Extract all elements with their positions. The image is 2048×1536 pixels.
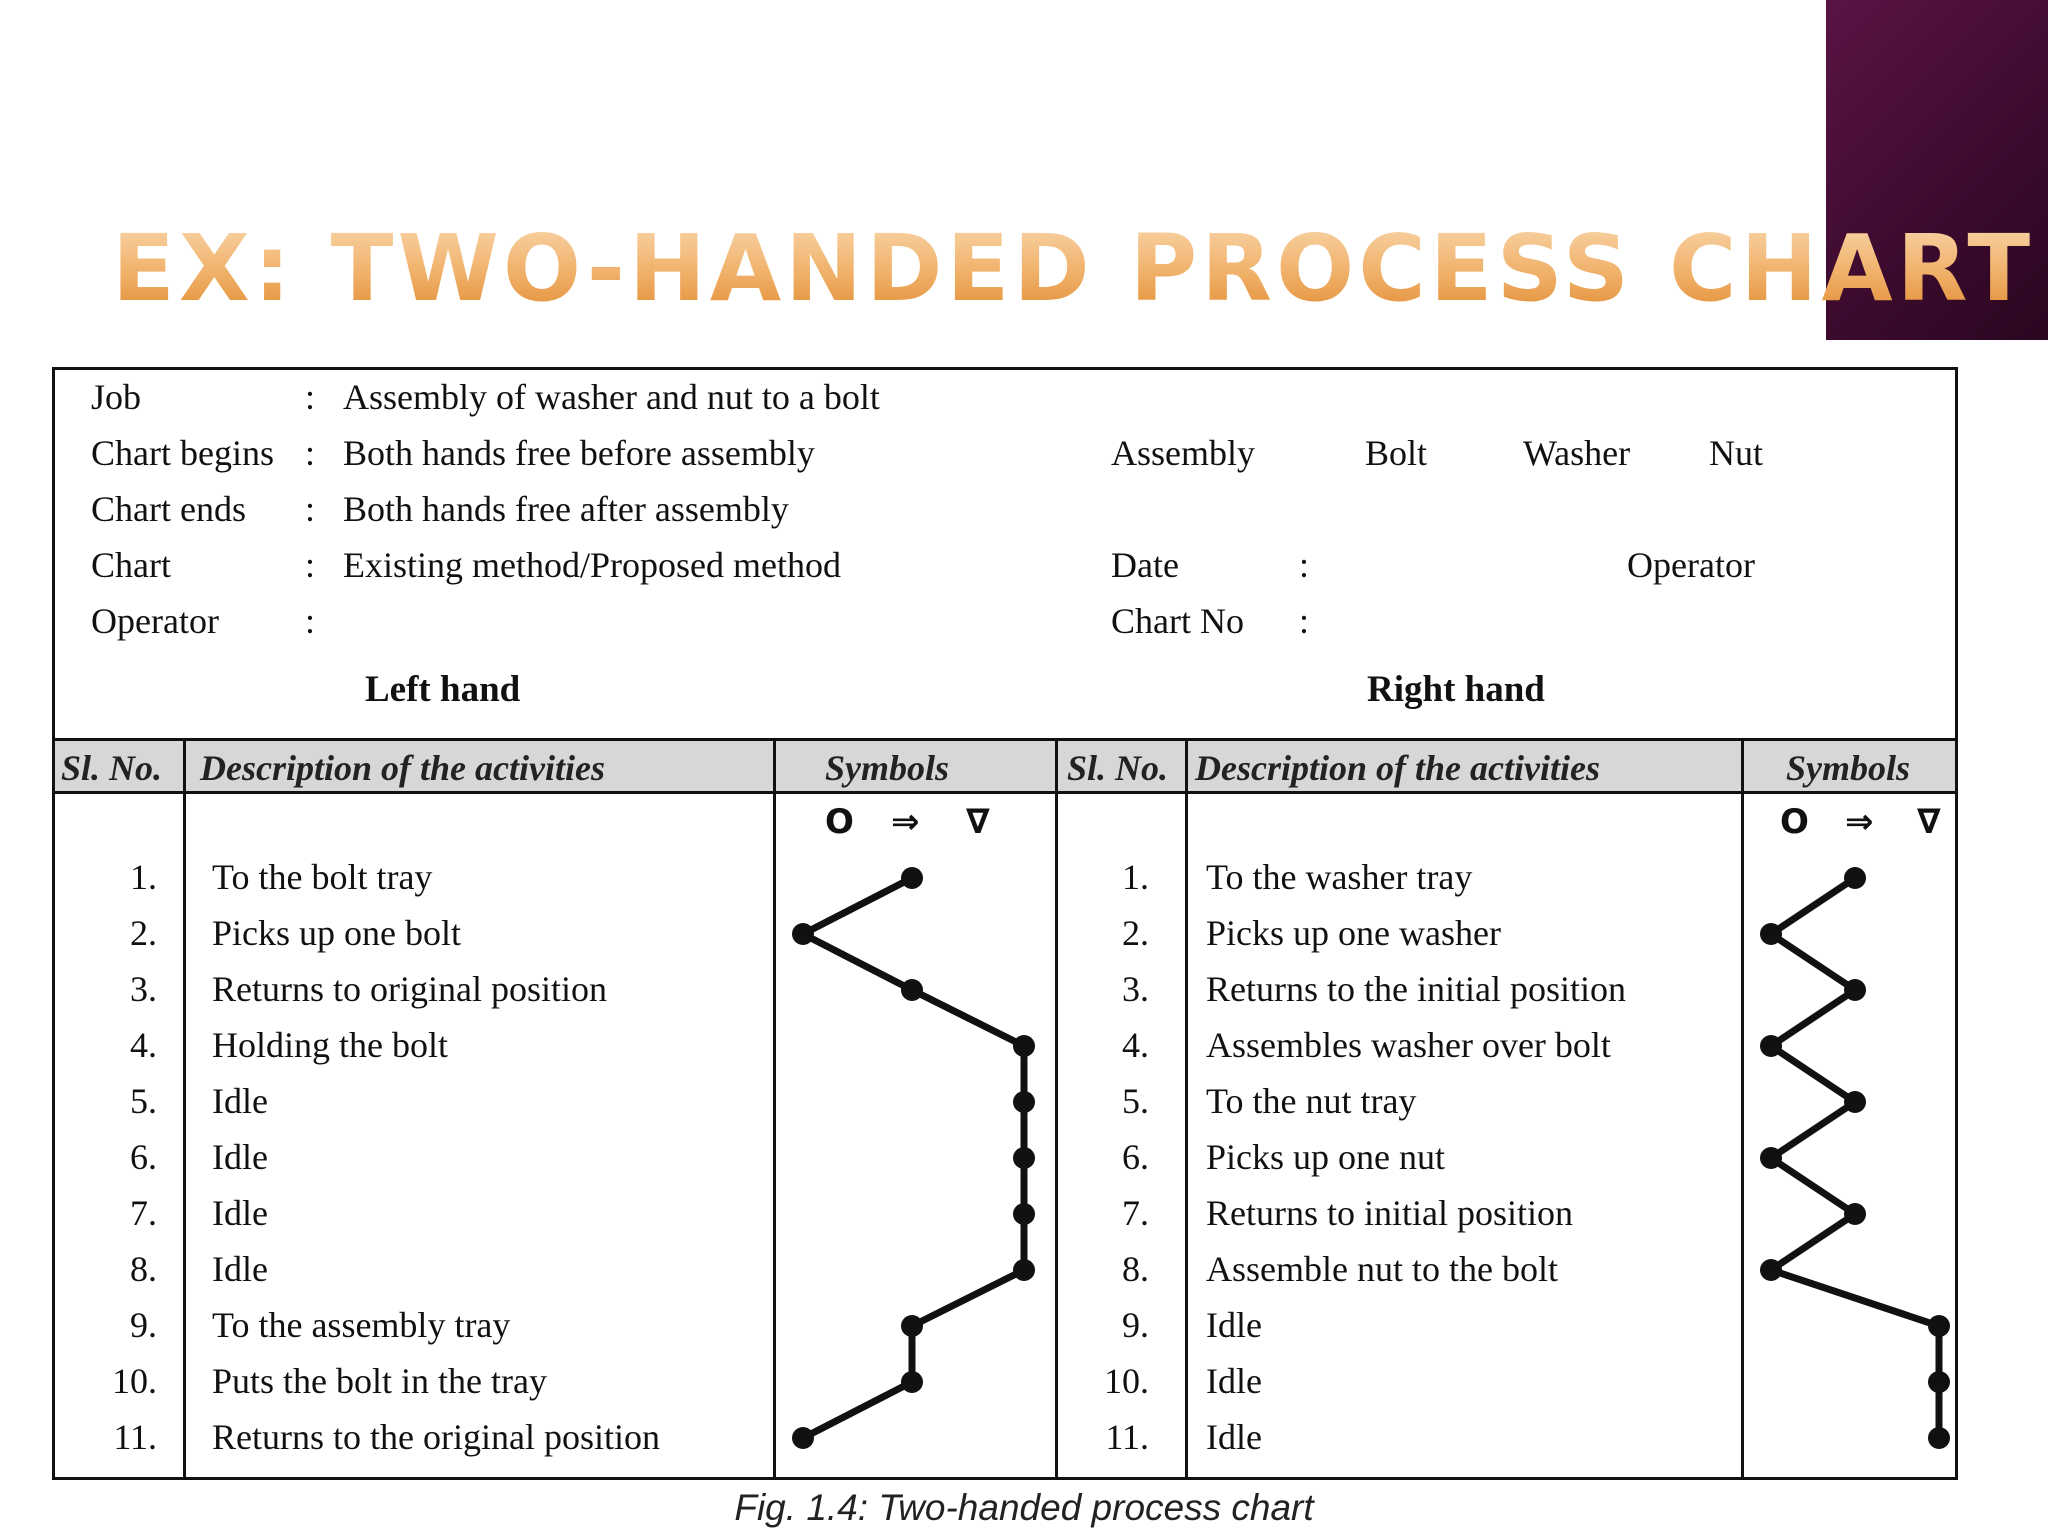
caption-text: Two-handed process chart [868,1487,1314,1528]
left-symbol-dot [792,923,814,945]
right-symbol-dot [1844,1091,1866,1113]
right-row-description: Idle [1206,1417,1262,1457]
col-sl-no-right: Sl. No. [1067,748,1169,788]
left-row-number: 11. [113,1417,157,1457]
left-row-description: Puts the bolt in the tray [212,1361,547,1401]
left-row-number: 10. [112,1361,157,1401]
left-row-description: Idle [212,1137,268,1177]
process-chart-figure [52,367,1958,1480]
left-row-number: 6. [130,1137,157,1177]
col-sl-no-left: Sl. No. [61,748,163,788]
left-row-description: Returns to original position [212,969,607,1009]
transport-arrow-icon: ⇒ [891,802,920,842]
right-symbol-dot [1760,1147,1782,1169]
left-row-number: 1. [130,857,157,897]
left-hand-path [803,878,1024,1438]
right-hand-heading: Right hand [1367,669,1545,710]
begins-value: Both hands free before assembly [343,433,815,473]
symbol-path-plot [55,370,1961,1483]
right-symbol-dot [1760,923,1782,945]
right-row-number: 8. [1122,1249,1149,1289]
right-row-description: Idle [1206,1361,1262,1401]
caption-fig: Fig. 1.4: [734,1487,869,1528]
left-row-number: 5. [130,1081,157,1121]
right-row-description: Picks up one washer [1206,913,1501,953]
left-row-number: 3. [130,969,157,1009]
left-symbol-dot [901,979,923,1001]
right-row-description: Returns to the initial position [1206,969,1626,1009]
right-row-description: Assemble nut to the bolt [1206,1249,1558,1289]
col-desc-right: Description of the activities [1195,748,1600,788]
colon: : [1299,601,1310,641]
part-assembly: Assembly [1111,433,1255,473]
storage-triangle-icon: ∇ [966,802,990,842]
col-desc-left: Description of the activities [200,748,605,788]
left-row-number: 8. [130,1249,157,1289]
left-symbol-dot [1013,1035,1035,1057]
right-row-number: 4. [1122,1025,1149,1065]
job-label: Job [91,377,142,417]
left-row-description: To the bolt tray [212,857,433,897]
right-symbol-dot [1844,867,1866,889]
right-row-description: To the nut tray [1206,1081,1417,1121]
left-row-description: To the assembly tray [212,1305,511,1345]
part-washer: Washer [1523,433,1631,473]
right-row-number: 9. [1122,1305,1149,1345]
right-symbol-dot [1928,1315,1950,1337]
storage-triangle-icon: ∇ [1917,802,1941,842]
right-row-number: 5. [1122,1081,1149,1121]
left-symbol-dot [1013,1259,1035,1281]
left-row-number: 9. [130,1305,157,1345]
col-symbols-left: Symbols [825,748,950,788]
left-row-description: Idle [212,1193,268,1233]
right-symbol-dot [1844,979,1866,1001]
operation-icon: O [1780,802,1809,842]
chartno-label: Chart No [1111,601,1244,641]
right-row-description: Idle [1206,1305,1262,1345]
left-row-number: 4. [130,1025,157,1065]
right-symbol-dot [1760,1035,1782,1057]
colon: : [1299,545,1310,585]
left-row-description: Picks up one bolt [212,913,461,953]
colon: : [305,433,316,473]
chart-value: Existing method/Proposed method [343,545,841,585]
left-symbol-dot [901,1315,923,1337]
left-hand-heading: Left hand [365,669,521,710]
left-row-description: Holding the bolt [212,1025,448,1065]
chart-label: Chart [91,545,171,585]
right-row-description: Returns to initial position [1206,1193,1573,1233]
right-row-number: 3. [1122,969,1149,1009]
right-symbol-dot [1928,1371,1950,1393]
part-nut: Nut [1709,433,1763,473]
right-row-number: 1. [1122,857,1149,897]
right-row-number: 7. [1122,1193,1149,1233]
colon: : [305,545,316,585]
colon: : [305,377,316,417]
ends-value: Both hands free after assembly [343,489,789,529]
right-row-number: 2. [1122,913,1149,953]
figure-caption [0,1487,2048,1529]
left-row-number: 7. [130,1193,157,1233]
slide-title: EX: TWO-HANDED PROCESS CHART [112,215,2035,322]
left-symbol-dot [1013,1147,1035,1169]
colon: : [305,601,316,641]
part-bolt: Bolt [1365,433,1428,473]
left-row-number: 2. [130,913,157,953]
colon: : [305,489,316,529]
right-row-number: 6. [1122,1137,1149,1177]
left-symbol-dot [1013,1091,1035,1113]
left-row-description: Idle [212,1081,268,1121]
operator-label: Operator [91,601,219,641]
left-symbol-dot [901,1371,923,1393]
right-hand-path [1771,878,1939,1438]
right-hand-dots [1760,867,1950,1449]
right-symbol-dot [1844,1203,1866,1225]
job-value: Assembly of washer and nut to a bolt [343,377,880,417]
right-row-number: 10. [1104,1361,1149,1401]
right-row-description: Picks up one nut [1206,1137,1445,1177]
right-row-number: 11. [1105,1417,1149,1457]
right-symbol-dot [1928,1427,1950,1449]
left-row-description: Idle [212,1249,268,1289]
operation-icon: O [825,802,854,842]
right-row-description: To the washer tray [1206,857,1473,897]
transport-arrow-icon: ⇒ [1845,802,1874,842]
ends-label: Chart ends [91,489,246,529]
left-symbol-dot [901,867,923,889]
left-row-description: Returns to the original position [212,1417,660,1457]
begins-label: Chart begins [91,433,274,473]
date-label: Date [1111,545,1179,585]
col-symbols-right: Symbols [1786,748,1911,788]
left-symbol-dot [1013,1203,1035,1225]
right-row-description: Assembles washer over bolt [1206,1025,1611,1065]
left-symbol-dot [792,1427,814,1449]
right-symbol-dot [1760,1259,1782,1281]
operator-right-label: Operator [1627,545,1755,585]
